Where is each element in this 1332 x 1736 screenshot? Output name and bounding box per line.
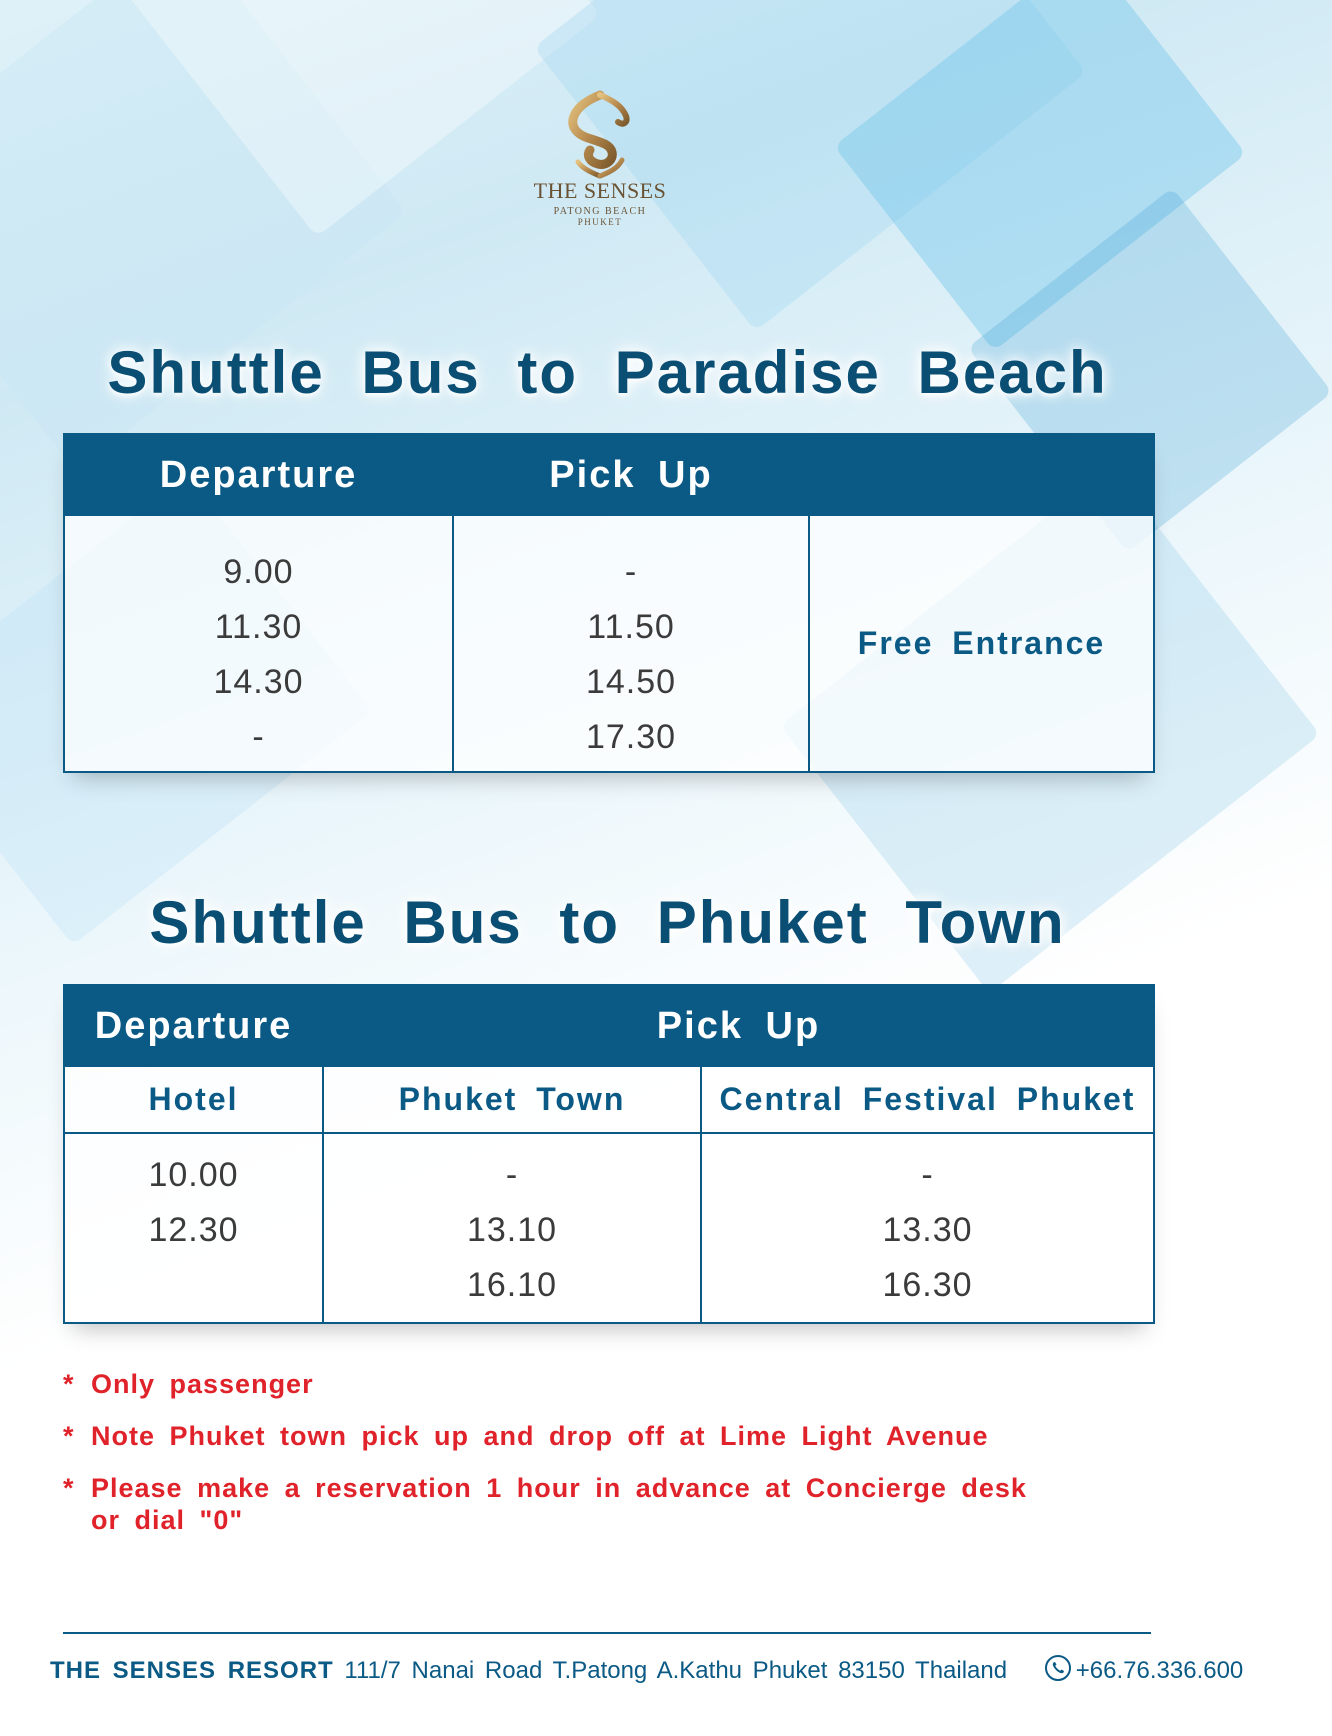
paradise-pickup-header: Pick Up xyxy=(454,435,808,516)
senses-s-emblem xyxy=(560,92,640,180)
central-pickup-time: - xyxy=(921,1156,934,1194)
resort-logo xyxy=(505,92,695,242)
note-item: * Please make a reservation 1 hour in advance at Concierge desk or dial "0" xyxy=(63,1473,1027,1535)
paradise-departure-header: Departure xyxy=(65,435,452,516)
central-pickup-time: 16.30 xyxy=(882,1266,973,1304)
footer-address: 111/7 Nanai Road T.Patong A.Kathu Phuket 83150 Thailand xyxy=(344,1656,1008,1684)
pickup-time: 11.50 xyxy=(587,608,675,646)
pickup-time: 17.30 xyxy=(585,718,677,756)
hotel-departure-time: 12.30 xyxy=(148,1211,239,1249)
pickup-time: 14.50 xyxy=(585,663,677,701)
departure-time: - xyxy=(252,718,265,756)
note-item: * Only passenger xyxy=(63,1369,314,1399)
departure-time: 11.30 xyxy=(214,608,303,646)
footer xyxy=(50,1654,1244,1689)
town-pickup-time: 16.10 xyxy=(466,1266,558,1304)
footer-brand: THE SENSES RESORT xyxy=(50,1656,334,1684)
paradise-blank-header xyxy=(810,435,1153,516)
phuket-town-table xyxy=(63,984,1155,1324)
logo-city: PHUKET xyxy=(577,217,623,227)
central-pickup-time: 13.30 xyxy=(882,1211,973,1249)
phone-icon xyxy=(1044,1654,1072,1689)
paradise-beach-title: Shuttle Bus to Paradise Beach xyxy=(107,339,1108,406)
note-item: * Note Phuket town pick up and drop off at Lime Light Avenue xyxy=(63,1421,989,1451)
hotel-departure-time: 10.00 xyxy=(148,1156,239,1194)
paradise-beach-table xyxy=(63,433,1155,773)
pickup-time: - xyxy=(624,553,638,591)
town-pickup-header: Pick Up xyxy=(324,986,1153,1067)
central-festival-subheader: Central Festival Phuket xyxy=(719,1081,1136,1117)
phuket-town-subheader: Phuket Town xyxy=(398,1081,626,1117)
paradise-departure-column xyxy=(65,545,452,765)
central-pickup-column xyxy=(702,1148,1153,1313)
town-pickup-column xyxy=(324,1148,700,1313)
town-departure-header: Departure xyxy=(65,986,322,1067)
logo-name: THE SENSES xyxy=(533,178,667,203)
hotel-subheader: Hotel xyxy=(148,1081,239,1117)
paradise-pickup-column xyxy=(454,545,808,765)
free-entrance-note: Free Entrance xyxy=(857,625,1106,661)
hotel-departure-column xyxy=(65,1148,322,1258)
footer-phone[interactable]: +66.76.336.600 xyxy=(1075,1656,1244,1684)
logo-location: PATONG BEACH xyxy=(553,206,647,217)
town-pickup-time: 13.10 xyxy=(466,1211,558,1249)
town-pickup-time: - xyxy=(505,1156,519,1194)
footer-divider xyxy=(63,1632,1151,1634)
departure-time: 14.30 xyxy=(213,663,304,701)
notes-section xyxy=(63,1368,1163,1556)
phuket-town-title: Shuttle Bus to Phuket Town xyxy=(149,889,1066,956)
departure-time: 9.00 xyxy=(223,553,294,591)
